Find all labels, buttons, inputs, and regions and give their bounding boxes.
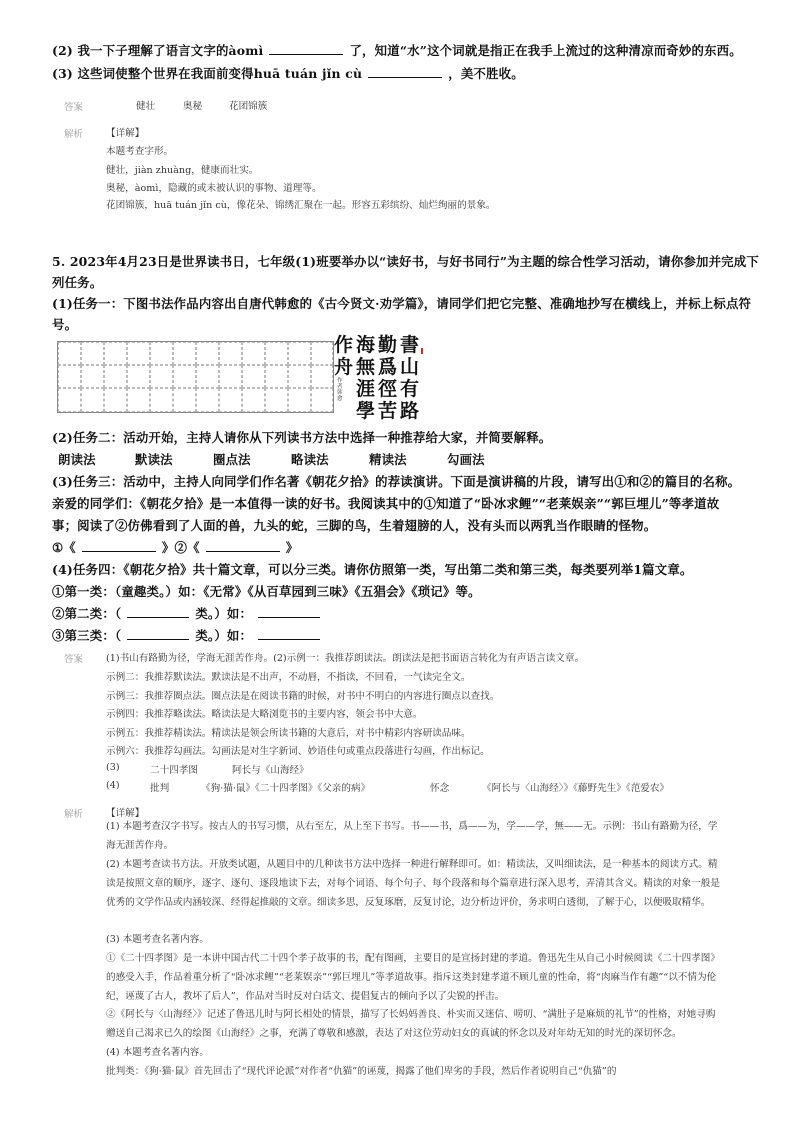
calligraphy-char: 山 xyxy=(400,356,420,378)
task-3-blanks xyxy=(52,538,298,556)
answer-4-cat-1: 批判 xyxy=(150,783,170,794)
writing-grid[interactable] xyxy=(57,341,334,413)
method-quandian: 圈点法 xyxy=(213,452,251,467)
task-1: (1)任务一：下图书法作品内容出自唐代韩愈的《古今贤文·劝学篇》，请同学们把它完整、准确地抄写在横线上，并标上标点符 xyxy=(52,296,752,311)
analysis-label: 解析 xyxy=(64,809,84,820)
answer-4-list-1: 《狗·猫·鼠》《二十四孝图》《父亲的病》 xyxy=(201,783,371,794)
analysis-para: ①《二十四孝图》是一本讲中国古代二十四个孝子故事的书，配有图画，主要目的是宣扬封建的孝道。鲁迅先生从自己小时候阅读《二十四孝图》的感受入手，作品着重分析了“卧冰求鲤”“老莱娱亲”“郭巨埋儿”等孝道故事。指斥这类封建孝道不顾儿童的性命，将“肉麻当作有趣”“以不情为伦纪，诬蔑了古人，教坏了后人”，作品对当时反对白话文、提倡复古的倾向予以了尖锐的抨击。 xyxy=(106,953,720,1002)
category-1: ①第一类：（童趣类。）如：《无常》《从百草园到三味》《五猖会》《琐记》等。 xyxy=(52,584,481,599)
analysis-para: (4) 本题考查名著内容。 xyxy=(106,1047,209,1058)
task-1-cont: 号。 xyxy=(52,317,78,332)
analysis-line: 【详解】 xyxy=(106,128,145,139)
answer-blank[interactable] xyxy=(258,629,320,640)
calligraphy-char: 書 xyxy=(400,334,420,356)
category-2-label: ②第二类：（ xyxy=(52,606,122,621)
q5-intro: 5. 2023年4月23日是世界读书日，七年级(1)班要举办以“读好书，与好书同行”为主题的综合性学习活动，请你参加并完成下 xyxy=(52,254,759,269)
task-3-text-cont: 事；阅读了②仿佛看到了人面的兽，九头的蛇，三脚的鸟，生着翅膀的人，没有头而以两乳当作眼睛的怪物。 xyxy=(52,518,657,533)
answer-line: 示例五：我推荐精读法。精读法是领会所读书籍的大意后，对书中精彩内容研读品味。 xyxy=(106,728,471,739)
calligraphy-char: 苦 xyxy=(378,400,398,422)
analysis-line: 健壮，jiàn zhuàng，健康而壮实。 xyxy=(106,165,259,176)
answer-blank[interactable] xyxy=(206,541,280,552)
answer-line: 示例四：我推荐略读法。略读法是大略浏览书的主要内容，领会书中大意。 xyxy=(106,709,423,720)
q5-intro-cont: 列任务。 xyxy=(52,275,103,290)
task-4: (4)任务四：《朝花夕拾》共十篇文章，可以分三类。请你仿照第一类，写出第二类和第三类，每类要列举1篇文章。 xyxy=(52,562,693,577)
answer-label: 答案 xyxy=(64,654,84,665)
answer-4-cat-2: 怀念 xyxy=(430,783,450,794)
task-3-text: 亲爱的同学们：《朝花夕拾》是一本值得一读的好书。我阅读其中的①知道了“卧冰求鲤”“老莱娱亲”“郭巨埋儿”等孝道故 xyxy=(52,496,720,511)
calligraphy-char: 徑 xyxy=(378,378,398,400)
calligraphy-char: 無 xyxy=(356,356,376,378)
q3-end: ，美不胜收。 xyxy=(448,66,524,81)
answer-label: 答案 xyxy=(64,102,84,113)
analysis-head: 【详解】 xyxy=(106,808,145,819)
question-2 xyxy=(52,41,742,59)
answer-3: 花团锦簇 xyxy=(229,101,268,112)
answer-blank[interactable] xyxy=(127,607,189,618)
answer-blank[interactable] xyxy=(269,44,343,55)
category-3-mid: 类。）如： xyxy=(195,628,253,643)
answer-2: 奥秘 xyxy=(183,101,203,112)
answer-3-item-2: 阿长与《山海经》 xyxy=(232,765,309,776)
calligraphy-char: 路 xyxy=(400,400,420,422)
analysis-label: 解析 xyxy=(64,129,84,140)
calligraphy-char: 有 xyxy=(400,378,420,400)
q3-text: (3) 这些词使整个世界在我面前变得huā tuán jǐn cù xyxy=(52,66,363,81)
analysis-line: 花团锦簇，huā tuán jǐn cù，像花朵、锦绣汇聚在一起。形容五彩缤纷、灿烂绚丽的景象。 xyxy=(106,200,496,211)
answer-blank[interactable] xyxy=(82,541,156,552)
analysis-para: (3) 本题考查名著内容。 xyxy=(106,934,209,945)
task-3: (3)任务三：活动中，主持人向同学们作名著《朝花夕拾》的荐读演讲。下面是演讲稿的片段，请写出①和②的篇目的名称。 xyxy=(52,474,741,489)
question-3 xyxy=(52,64,524,82)
answer-line: 示例二：我推荐默读法。默读法是不出声，不动唇，不指读，不回看，一气读完全文。 xyxy=(106,672,471,683)
answer-4-list-2: 《阿长与〈山海经〉》《藤野先生》《范爱农》 xyxy=(482,783,670,794)
analysis-para: ②《阿长与〈山海经〉》记述了鲁迅儿时与阿长相处的情景，描写了长妈妈善良、朴实而又迷信、唠叨、“满肚子是麻烦的礼节”的性格，对她寻购赠送自己渴求已久的绘图《山海经》之事，充满了尊敬和感激，表达了对这位劳动妇女的真诚的怀念以及对年幼无知的时光的深切怀念。 xyxy=(106,1009,716,1039)
blank-label-1: ①《 xyxy=(52,540,76,555)
method-jingdu: 精读法 xyxy=(369,452,407,467)
blank-label-2: 》②《 xyxy=(161,540,200,555)
category-3-label: ③第三类：（ xyxy=(52,628,122,643)
seal-mark xyxy=(421,348,423,354)
answer-line: 示例六：我推荐勾画法。勾画法是对生字新词、妙语佳句或重点段落进行勾画，作出标记。 xyxy=(106,746,490,757)
category-2 xyxy=(52,604,326,622)
answer-4-num: (4) xyxy=(106,780,120,791)
calligraphy-char: 舟 xyxy=(334,356,354,378)
analysis-line: 本题考查字形。 xyxy=(106,146,174,157)
category-3 xyxy=(52,626,326,644)
answer-3-item-1: 二十四孝图 xyxy=(150,765,198,776)
answer-blank[interactable] xyxy=(368,67,442,78)
calligraphy-inscription: 作者 韩愈 xyxy=(337,378,343,402)
analysis-para: 批判类：《狗·猫·鼠》首先回击了“现代评论派”对作者“仇猫”的诬蔑，揭露了他们卑劣的手段，然后作者说明自己“仇猫”的 xyxy=(106,1066,617,1077)
q2-text: (2) 我一下子理解了语言文字的àomì xyxy=(52,43,264,58)
answer-line: (1)书山有路勤为径，学海无涯苦作舟。(2)示例一：我推荐朗读法。朗读法是把书面语言转化为有声语言读文章。 xyxy=(106,653,585,664)
answer-3-num: (3) xyxy=(106,762,120,773)
category-2-mid: 类。）如： xyxy=(195,606,253,621)
blank-label-3: 》 xyxy=(285,540,299,555)
calligraphy-char: 勤 xyxy=(378,334,398,356)
calligraphy-char: 海 xyxy=(356,334,376,356)
answer-line: 示例三：我推荐圈点法。圈点法是在阅读书籍的时候，对书中不明白的内容进行圈点以查找。 xyxy=(106,691,500,702)
method-gouhua: 勾画法 xyxy=(447,452,485,467)
calligraphy-char: 涯 xyxy=(356,378,376,400)
q2-end: 了，知道“水”这个词就是指正在我手上流过的这种清凉而奇妙的东西。 xyxy=(349,43,742,58)
calligraphy-char: 學 xyxy=(356,400,376,422)
method-langdu: 朗读法 xyxy=(58,452,96,467)
calligraphy-char: 作 xyxy=(334,334,354,356)
analysis-para: (2) 本题考查读书方法。开放类试题，从题目中的几种读书方法中选择一种进行解释即可。如：精读法，又叫细读法，是一种基本的阅读方式。精读是按照文章的顺序，逐字、逐句、逐段地读下去，对每个词语、每个句子、每个段落和每个篇章进行深入思考，弄清其含义。精读的对象一般是优秀的文学作品或内涵较深、经得起推敲的文章。细读多思，反复琢磨，反复讨论，边分析边评价，务求明白透彻，了解于心，以便吸取精华。 xyxy=(106,859,720,908)
analysis-para: (1) 本题考查汉字书写。按古人的书写习惯，从右至左，从上至下书写。书——书，爲——为，学——学，無——无。示例：书山有路勤为径，学海无涯苦作舟。 xyxy=(106,821,718,851)
method-modu: 默读法 xyxy=(135,452,173,467)
analysis-line: 奥秘，àomì，隐藏的或未被认识的事物、道理等。 xyxy=(106,183,322,194)
task-2: (2)任务二：活动开始，主持人请你从下列读书方法中选择一种推荐给大家，并简要解释。 xyxy=(52,430,552,445)
answer-blank[interactable] xyxy=(127,629,189,640)
calligraphy-char: 爲 xyxy=(378,356,398,378)
answer-blank[interactable] xyxy=(258,607,320,618)
method-luedu: 略读法 xyxy=(291,452,329,467)
answer-1: 健壮 xyxy=(136,101,156,112)
